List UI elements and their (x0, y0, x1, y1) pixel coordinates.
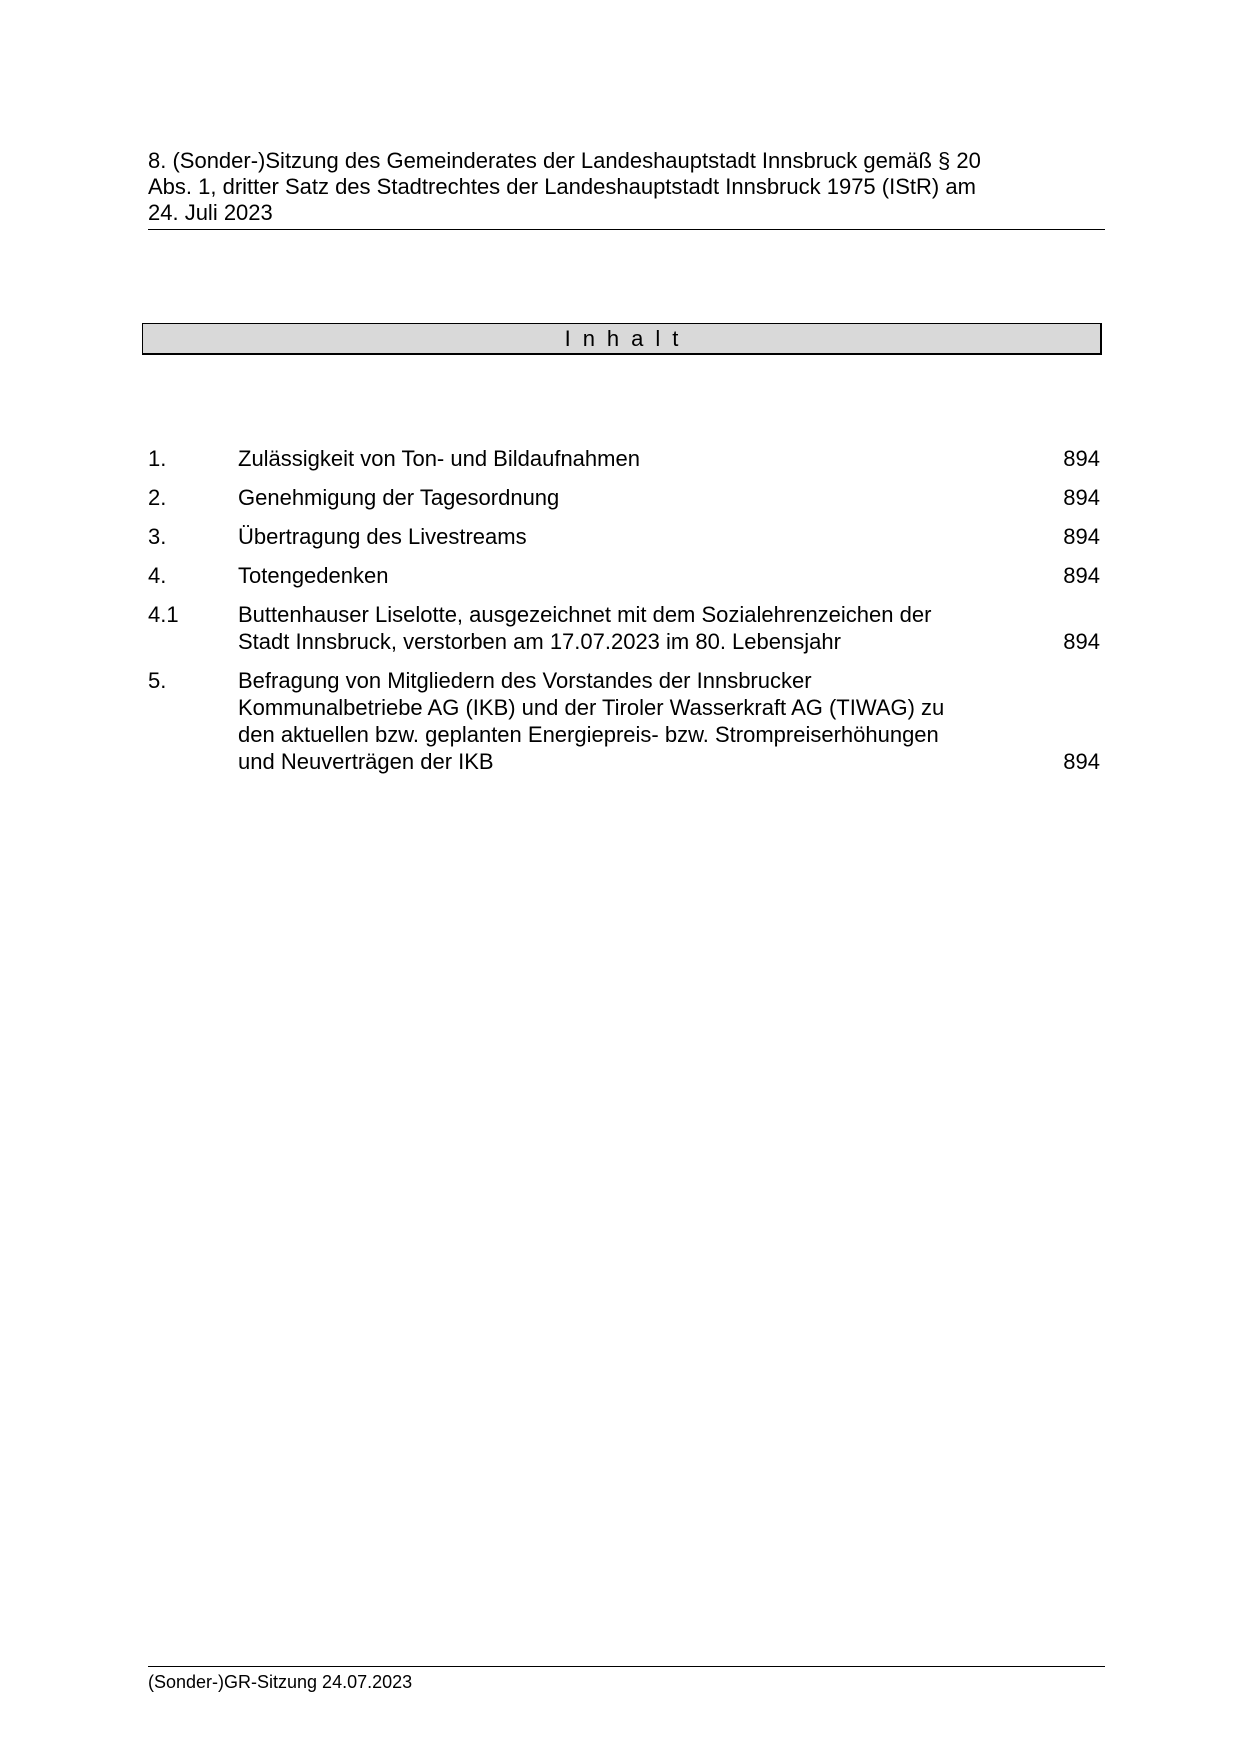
toc-entry-title-line: Kommunalbetriebe AG (IKB) und der Tiroler Wasserkraft AG (TIWAG) zu (238, 695, 945, 720)
table-of-contents (148, 445, 1100, 787)
toc-entry-number: 2. (148, 485, 167, 510)
toc-entry-title-line: Zulässigkeit von Ton- und Bildaufnahmen (238, 446, 640, 471)
toc-entry-title-line: Totengedenken (238, 563, 389, 588)
toc-entry-title (238, 445, 1018, 472)
toc-entry-title-line: Übertragung des Livestreams (238, 524, 527, 549)
toc-entry-title (238, 562, 1018, 589)
toc-entry-page: 894 (1063, 749, 1100, 774)
toc-entry-title-line: und Neuverträgen der IKB (238, 749, 494, 774)
toc-entry[interactable] (148, 484, 1100, 511)
document-header (148, 148, 1105, 230)
toc-entry-title-line: Befragung von Mitgliedern des Vorstandes der Innsbrucker (238, 668, 812, 693)
toc-entry-title-line: den aktuellen bzw. geplanten Energiepreis- bzw. Strompreiserhöhungen (238, 722, 939, 747)
toc-entry[interactable] (148, 562, 1100, 589)
page-footer (148, 1666, 1105, 1693)
toc-entry-title-line: Genehmigung der Tagesordnung (238, 485, 560, 510)
header-line-2: Abs. 1, dritter Satz des Stadtrechtes der Landeshauptstadt Innsbruck 1975 (IStR) am (148, 174, 976, 199)
header-line-1: 8. (Sonder-)Sitzung des Gemeinderates der Landeshauptstadt Innsbruck gemäß § 20 (148, 148, 981, 173)
toc-entry-page: 894 (1063, 524, 1100, 549)
toc-entry[interactable] (148, 667, 1100, 775)
footer-text: (Sonder-)GR-Sitzung 24.07.2023 (148, 1672, 413, 1692)
contents-heading: Inhalt (142, 323, 1102, 355)
header-line-3: 24. Juli 2023 (148, 200, 273, 225)
toc-entry-title (238, 484, 1018, 511)
toc-entry-title (238, 667, 1018, 775)
toc-entry-number: 4. (148, 563, 167, 588)
toc-entry[interactable] (148, 601, 1100, 655)
toc-entry-number: 1. (148, 446, 167, 471)
toc-entry[interactable] (148, 523, 1100, 550)
toc-entry-number: 3. (148, 524, 167, 549)
toc-entry-title (238, 523, 1018, 550)
toc-entry[interactable] (148, 445, 1100, 472)
toc-entry-page: 894 (1063, 563, 1100, 588)
toc-entry-page: 894 (1063, 446, 1100, 471)
toc-entry-title-line: Stadt Innsbruck, verstorben am 17.07.2023 im 80. Lebensjahr (238, 629, 841, 654)
toc-entry-page: 894 (1063, 629, 1100, 654)
toc-entry-page: 894 (1063, 485, 1100, 510)
toc-entry-title (238, 601, 1018, 655)
toc-entry-title-line: Buttenhauser Liselotte, ausgezeichnet mit dem Sozialehrenzeichen der (238, 602, 932, 627)
toc-entry-number: 4.1 (148, 602, 179, 627)
toc-entry-number: 5. (148, 668, 167, 693)
